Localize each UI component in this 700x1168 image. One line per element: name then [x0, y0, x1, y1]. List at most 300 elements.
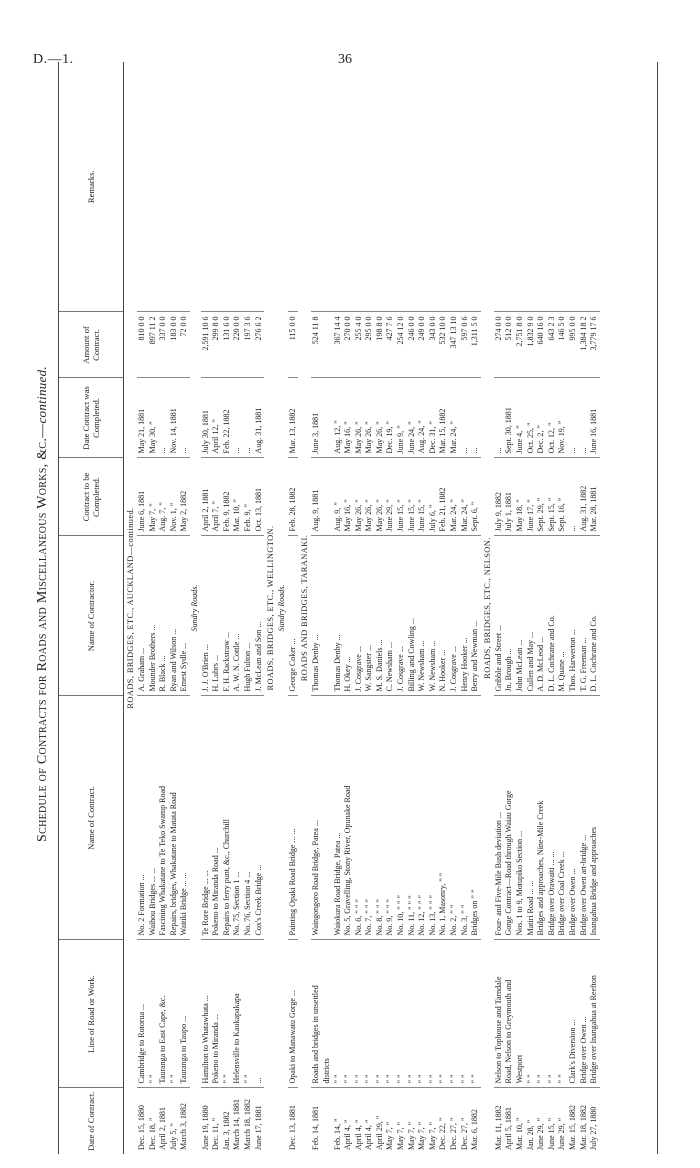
cell-completed: May 30, ” [148, 378, 159, 458]
cell-remarks [460, 62, 471, 312]
cell-completed: ... [494, 378, 505, 458]
cell-amount: 427 7 6 [385, 312, 396, 378]
cell-completed: ... [579, 378, 590, 458]
cell-amount: 347 13 10 [449, 312, 460, 378]
table-row [494, 62, 505, 1154]
section-heading [298, 62, 311, 1154]
cell-remarks [158, 62, 169, 312]
cell-amount: 183 0 0 [169, 312, 180, 378]
cell-to-complete: May 26, ” [364, 458, 375, 536]
cell-completed: ... [470, 378, 481, 458]
cell-remarks [137, 62, 148, 312]
cell-completed: ... [568, 378, 579, 458]
cell-amount: 3,779 17 6 [589, 312, 600, 378]
cell-date: Jan. 28, ” [525, 1119, 535, 1150]
cell-line: ” ” [243, 940, 254, 1088]
table-row [201, 62, 212, 1154]
cell-to-complete: May 18, ” [515, 458, 526, 536]
schedule-title [34, 54, 51, 1154]
cell-remarks [354, 62, 365, 312]
table-row [288, 62, 299, 1154]
cell-contractor: Hugh Fulton ... [243, 536, 254, 696]
header-row [59, 62, 124, 1154]
cell-remarks [407, 62, 418, 312]
cell-contractor: Jn. Brough ... [504, 536, 515, 696]
cell-amount: 299 8 0 [211, 312, 222, 378]
cell-contractor: J. Cosgrave ... [354, 536, 365, 696]
cell-remarks [579, 62, 590, 312]
table-row [322, 62, 333, 1154]
cell-contractor: Henry Hooker ... [460, 536, 471, 696]
cell-contractor: Mounder Brothers ... [148, 536, 159, 696]
cell-line: ... [254, 940, 265, 1088]
cell-name: Inangahua Bridge and approaches [589, 696, 600, 940]
cell-completed: Nov. 19, ” [557, 378, 568, 458]
cell-amount: 337 0 0 [158, 312, 169, 378]
cell-date: April 5, 1881 [504, 1107, 514, 1150]
cell-date: April 2, 1881 [158, 1107, 168, 1150]
title-continued: continued. [34, 366, 49, 424]
cell-to-complete: July 6, ” [428, 458, 439, 536]
cell-name: Bridge over Owen ... [568, 696, 579, 940]
cell-name: No. 8, ” ” ” [375, 696, 386, 940]
cell-amount: 246 0 0 [407, 312, 418, 378]
cell-name: No. 7, ” ” ” [364, 696, 375, 940]
cell-completed: May 21, 1881 [137, 378, 148, 458]
cell-date: June 29, ” [557, 1117, 567, 1150]
cell-date: July 27, 1880 [589, 1106, 599, 1150]
cell-line: ” ” [354, 940, 365, 1088]
cell-line: ” ” [148, 940, 159, 1088]
cell-contractor: W. Newsham ... [417, 536, 428, 696]
cell-name: Bridge over Coal Creek ... [557, 696, 568, 940]
cell-name: Fascining Whakatane to Te Teko Swamp Road [158, 696, 169, 940]
cell-contractor: J. McLean and Son ... [254, 536, 265, 696]
cell-amount: 72 0 0 [179, 312, 190, 378]
cell-date: Mar. 15, 1882 [567, 1105, 577, 1150]
cell-date [322, 1088, 333, 1154]
cell-name: Pokeno to Miranda Road ... [211, 696, 222, 940]
cell-date: Feb. 14, ” [332, 1118, 342, 1150]
cell-remarks [515, 62, 526, 312]
table-row [396, 62, 407, 1154]
cell-name: Four- and Five-Mile Bush deviation ... [494, 696, 505, 940]
table-row [375, 62, 386, 1154]
cell-to-complete: June 15, ” [396, 458, 407, 536]
cell-name: No. 2 Formation ... [137, 696, 148, 940]
cell-date: March 3, 1882 [179, 1103, 189, 1150]
cell-to-complete: July 1, 1881 [504, 458, 515, 536]
cell-to-complete: Mar. 28, 1881 [589, 458, 600, 536]
cell-to-complete: June 15, ” [407, 458, 418, 536]
cell-date: May 7, ” [396, 1121, 406, 1150]
cell-amount: 254 12 0 [396, 312, 407, 378]
cell-contractor: John McLean ... [515, 536, 526, 696]
cell-date: Dec. 15, 1880 [137, 1105, 146, 1150]
cell-date: May 7, ” [417, 1121, 427, 1150]
table-row [579, 62, 590, 1154]
cell-completed: ... [232, 378, 243, 458]
cell-contractor [322, 536, 333, 696]
col-amount: Amount of Contract. [59, 312, 124, 378]
table-row [470, 62, 481, 1154]
section-title: ROADS AND BRIDGES, TARANAKI. [300, 534, 310, 682]
cell-line: ” ” [470, 940, 481, 1088]
section-title: ROADS, BRIDGES, ETC., AUCKLAND—continued. [126, 507, 135, 709]
cell-line: ” ” [343, 940, 354, 1088]
cell-name: Te Rore Bridge ... ... [201, 696, 212, 940]
cell-completed: May 16, ” [343, 378, 354, 458]
cell-date: April 4, ” [353, 1119, 363, 1150]
cell-name: Matiri Road ... ... [526, 696, 537, 940]
cell-to-complete: ... [568, 458, 579, 536]
cell-to-complete: Aug. 9, 1881 [311, 458, 322, 536]
table-row [438, 62, 449, 1154]
cell-name: No. 10, ” ” ” [396, 696, 407, 940]
section-heading [481, 62, 494, 1154]
cell-line: ” ” [222, 940, 233, 1088]
cell-completed: Mar. 13, 1882 [288, 378, 299, 458]
cell-line: ” ” [449, 940, 460, 1088]
table-row [460, 62, 471, 1154]
cell-remarks [417, 62, 428, 312]
cell-amount: 197 3 6 [243, 312, 254, 378]
subsection-heading [277, 62, 288, 1154]
cell-name: Waitiki Bridge ... ... [179, 696, 190, 940]
table-row [385, 62, 396, 1154]
cell-to-complete: Sept. 29, ” [536, 458, 547, 536]
cell-name: No. 2, ” ” [449, 696, 460, 940]
rotated-page [34, 54, 682, 1154]
cell-date: April 4, ” [364, 1119, 374, 1150]
table-row [417, 62, 428, 1154]
cell-remarks [254, 62, 265, 312]
cell-remarks [364, 62, 375, 312]
cell-amount: 146 5 0 [557, 312, 568, 378]
cell-contractor: J. J. O'Brien ... [201, 536, 212, 696]
cell-line: ” ” [396, 940, 407, 1088]
cell-line: Tauranga to Taupo ... [179, 940, 190, 1088]
cell-name: Cox's Creek Bridge ... [254, 696, 265, 940]
cell-completed: June 24, ” [407, 378, 418, 458]
cell-line: ” ” [333, 940, 344, 1088]
cell-amount: 512 0 0 [504, 312, 515, 378]
cell-to-complete: Aug. 7, ” [158, 458, 169, 536]
cell-name [322, 696, 333, 940]
cell-date: Dec. 22, ” [438, 1117, 448, 1150]
cell-date: Dec. 11, ” [211, 1117, 221, 1150]
cell-name: Repairs, bridges, Whakatane to Matata Road [169, 696, 180, 940]
table-row [311, 62, 322, 1154]
cell-to-complete: June 15, ” [417, 458, 428, 536]
cell-line: Bridge over Owen ... [579, 940, 590, 1088]
cell-amount: 270 0 0 [343, 312, 354, 378]
table-row [158, 62, 169, 1154]
cell-contractor: D. L. Cochrane and Co. [589, 536, 600, 696]
table-row [364, 62, 375, 1154]
cell-remarks [385, 62, 396, 312]
cell-completed: Nov. 14, 1881 [169, 378, 180, 458]
cell-to-complete: Feb. 21, 1882 [438, 458, 449, 536]
cell-contractor: D. L. Cochrane and Co. [547, 536, 558, 696]
cell-amount: 643 2 3 [547, 312, 558, 378]
cell-contractor: Ryan and Wilson ... [169, 536, 180, 696]
cell-remarks [438, 62, 449, 312]
table-row [589, 62, 600, 1154]
cell-line: ” ” [428, 940, 439, 1088]
cell-completed: Sept. 30, 1881 [504, 378, 515, 458]
col-name-of-contract: Name of Contract. [59, 696, 124, 940]
table-row [232, 62, 243, 1154]
cell-amount: 249 0 0 [417, 312, 428, 378]
table-row [428, 62, 439, 1154]
cell-contractor: H. Lubrs ... [211, 536, 222, 696]
cell-name: Nos. 1 to 9, Motupiko Section ... [515, 696, 526, 940]
cell-amount: 524 11 8 [311, 312, 322, 378]
cell-to-complete: Mar. 24, ” [449, 458, 460, 536]
cell-completed: May 26, ” [364, 378, 375, 458]
cell-line: Clark's Diversion ... [568, 940, 579, 1088]
cell-date: Mar. 10, ” [515, 1117, 524, 1150]
cell-line: Cambridge to Rotorua ... [137, 940, 148, 1088]
cell-remarks [201, 62, 212, 312]
cell-to-complete: Feb. 28, 1882 [288, 458, 299, 536]
cell-contractor: A. W. N. Cottle ... [232, 536, 243, 696]
cell-completed: June 3, 1881 [311, 378, 322, 458]
page-number: 36 [338, 52, 352, 67]
cell-amount: 995 0 0 [568, 312, 579, 378]
cell-completed: June 9, ” [396, 378, 407, 458]
section-title: ROADS, BRIDGES, ETC., NELSON. [482, 537, 492, 679]
cell-completed: June 4, ” [515, 378, 526, 458]
cell-line: ” ” [547, 940, 558, 1088]
cell-remarks [288, 62, 299, 312]
cell-line: ” ” [438, 940, 449, 1088]
cell-remarks [211, 62, 222, 312]
cell-remarks [169, 62, 180, 312]
cell-contractor: Berry and Newman ... [470, 536, 481, 696]
cell-date: Dec. 18, ” [147, 1117, 157, 1150]
cell-to-complete: June 17, ” [526, 458, 537, 536]
cell-remarks [343, 62, 354, 312]
cell-name: No. 6, ” ” ” [354, 696, 365, 940]
cell-contractor: R. Black ... [158, 536, 169, 696]
cell-contractor: M. Quane ... [557, 536, 568, 696]
cell-contractor: W. Newsham ... [428, 536, 439, 696]
cell-line: ” ” [407, 940, 418, 1088]
subsection-title: Sundry Roads. [277, 584, 287, 632]
section-heading [264, 62, 277, 1154]
cell-line: ” ” [417, 940, 428, 1088]
cell-remarks [568, 62, 579, 312]
cell-date: June 17, 1881 [253, 1105, 263, 1150]
cell-completed: ... [179, 378, 190, 458]
cell-contractor: C. Newsham ... [385, 536, 396, 696]
cell-to-complete: April 7, ” [211, 458, 222, 536]
cell-completed: ... [243, 378, 254, 458]
cell-completed: July 30, 1881 [201, 378, 212, 458]
table-row [148, 62, 159, 1154]
cell-name: Waiokura Road Bridge, Patea ... [333, 696, 344, 940]
cell-completed: Aug. 12, ” [333, 378, 344, 458]
cell-to-complete: June 6, 1881 [137, 458, 148, 536]
cell-completed: April 12, ” [211, 378, 222, 458]
col-to-be-completed: Contract to be Completed. [59, 458, 124, 536]
cell-name: Bridge over Owen art-bridge ... [579, 696, 590, 940]
cell-to-complete: Mar. 24, ” [460, 458, 471, 536]
cell-remarks [232, 62, 243, 312]
cell-date: June 15, ” [546, 1117, 556, 1150]
cell-contractor: W. Sangster ... [364, 536, 375, 696]
cell-amount [322, 312, 333, 378]
cell-date: Jan. 3, 1882 [221, 1111, 231, 1150]
cell-completed: Dec. 31, ” [428, 378, 439, 458]
cell-completed: Aug. 31, 1881 [254, 378, 265, 458]
cell-name: No. 13, ” ” ” [428, 696, 439, 940]
cell-completed: May 26, ” [354, 378, 365, 458]
cell-line: Bridge over Inangahua at Reefton [589, 940, 600, 1088]
cell-to-complete: Mar. 10, ” [232, 458, 243, 536]
cell-remarks [526, 62, 537, 312]
subsection-title: Sundry Roads. [189, 584, 199, 632]
cell-name: Bridge over Orawaiti ... ... [547, 696, 558, 940]
cell-to-complete [322, 458, 333, 536]
cell-line: districts [322, 940, 333, 1088]
cell-amount: 343 0 0 [428, 312, 439, 378]
col-line-of-road: Line of Road or Work. [59, 940, 124, 1088]
cell-contractor: J. Cosgrave ... [396, 536, 407, 696]
cell-remarks [333, 62, 344, 312]
cell-contractor: Billing and Cowling ... [407, 536, 418, 696]
cell-date: March 18, 1882 [242, 1099, 252, 1150]
cell-name: Waihou Bridges ... ... [148, 696, 159, 940]
table-row [179, 62, 190, 1154]
cell-completed: Oct. 12, ” [547, 378, 558, 458]
table-row [254, 62, 265, 1154]
cell-line: ” ” [460, 940, 471, 1088]
col-date: Date of Contract. [59, 1088, 124, 1154]
cell-date: May 7, ” [385, 1121, 395, 1150]
cell-to-complete: Aug. 9, ” [333, 458, 344, 536]
cell-line: ” ” [169, 940, 180, 1088]
cell-date: May 7, ” [406, 1121, 416, 1150]
table-row [504, 62, 515, 1154]
cell-contractor: N. Hooker ... [438, 536, 449, 696]
cell-remarks [428, 62, 439, 312]
cell-line: Nelson to Tophouse and Tarndale [494, 940, 505, 1088]
cell-completed [322, 378, 333, 458]
cell-amount: 810 0 0 [137, 312, 148, 378]
cell-amount: 1,384 18 2 [579, 312, 590, 378]
table-row [557, 62, 568, 1154]
cell-to-complete: May 7, ” [148, 458, 159, 536]
cell-date: March 14, 1881 [232, 1099, 242, 1150]
cell-name: Bridges and approaches, Nine-Mile Creek [536, 696, 547, 940]
cell-name: No. 11, ” ” ” [407, 696, 418, 940]
cell-remarks [375, 62, 386, 312]
table-row [547, 62, 558, 1154]
cell-amount: 274 0 0 [494, 312, 505, 378]
cell-date: Mar. 18, 1882 [578, 1105, 588, 1150]
cell-amount: 131 6 0 [222, 312, 233, 378]
cell-completed: Mar. 15, 1882 [438, 378, 449, 458]
cell-line: ” ” [557, 940, 568, 1088]
cell-name: Gorge Contract—Road through Waiau Gorge [504, 696, 515, 940]
cell-contractor: Ernest Sydle ... [179, 536, 190, 696]
cell-name: No. 12, ” ” ” [417, 696, 428, 940]
cell-completed: May 26, ” [375, 378, 386, 458]
cell-remarks [536, 62, 547, 312]
cell-name: No. 75, Section 1 ... [232, 696, 243, 940]
cell-contractor: Thomas Denby ... [333, 536, 344, 696]
cell-date: April 29, ” [374, 1115, 384, 1150]
table-row [407, 62, 418, 1154]
cell-to-complete: April 2, 1881 [201, 458, 212, 536]
cell-to-complete: Sept. 16, ” [557, 458, 568, 536]
table-row [568, 62, 579, 1154]
cell-to-complete: Nov. 1, ” [169, 458, 180, 536]
cell-amount: 198 8 0 [375, 312, 386, 378]
cell-contractor: Cullen and May ... [526, 536, 537, 696]
cell-amount: 1,832 9 0 [526, 312, 537, 378]
cell-to-complete: Aug. 31, 1882 [579, 458, 590, 536]
table-row [343, 62, 354, 1154]
cell-line: Opaki to Manawatu Gorge ... [288, 940, 299, 1088]
table-row [137, 62, 148, 1154]
table-row [449, 62, 460, 1154]
cell-contractor: J. Cosgrave ... [449, 536, 460, 696]
cell-amount: 115 0 0 [288, 312, 299, 378]
cell-name: Repairs to ferry punt, &c., Churchill [222, 696, 233, 940]
cell-date: May 7, ” [427, 1121, 437, 1150]
table-row [169, 62, 180, 1154]
cell-remarks [179, 62, 190, 312]
cell-to-complete: June 29, ” [385, 458, 396, 536]
table-row [222, 62, 233, 1154]
cell-remarks [449, 62, 460, 312]
cell-date: June 29, ” [536, 1117, 546, 1150]
cell-amount: 532 10 0 [438, 312, 449, 378]
cell-line: Tauranga to East Cape, &c. [158, 940, 169, 1088]
cell-amount: 2,751 8 0 [515, 312, 526, 378]
cell-date: Feb. 14, 1881 [311, 1106, 321, 1150]
cell-completed: ... [460, 378, 471, 458]
cell-name: No. 9, ” ” ” [385, 696, 396, 940]
cell-name: Bridges on ” ” [470, 696, 481, 940]
cell-amount: 897 11 2 [148, 312, 159, 378]
cell-line: ” ” [364, 940, 375, 1088]
cell-completed: Dec. 19, ” [385, 378, 396, 458]
cell-name: No. 1, Masonry, ” ” [438, 696, 449, 940]
table-row [333, 62, 344, 1154]
schedule-table [58, 62, 658, 1154]
table-row [526, 62, 537, 1154]
cell-line: ” ” [375, 940, 386, 1088]
cell-name: Waingongoro Road Bridge, Patea ... [311, 696, 322, 940]
cell-line: ” ” [385, 940, 396, 1088]
cell-remarks [243, 62, 254, 312]
table-row [211, 62, 222, 1154]
cell-completed: June 16, 1881 [589, 378, 600, 458]
table-row [354, 62, 365, 1154]
cell-date: June 19, 1880 [200, 1105, 210, 1150]
section-title: ROADS, BRIDGES, ETC., WELLINGTON. [266, 525, 276, 691]
cell-remarks [589, 62, 600, 312]
cell-remarks [222, 62, 233, 312]
cell-date: Dec. 27, ” [449, 1117, 459, 1150]
cell-date: Dec. 27, ” [459, 1117, 469, 1150]
cell-line: ” ” [536, 940, 547, 1088]
